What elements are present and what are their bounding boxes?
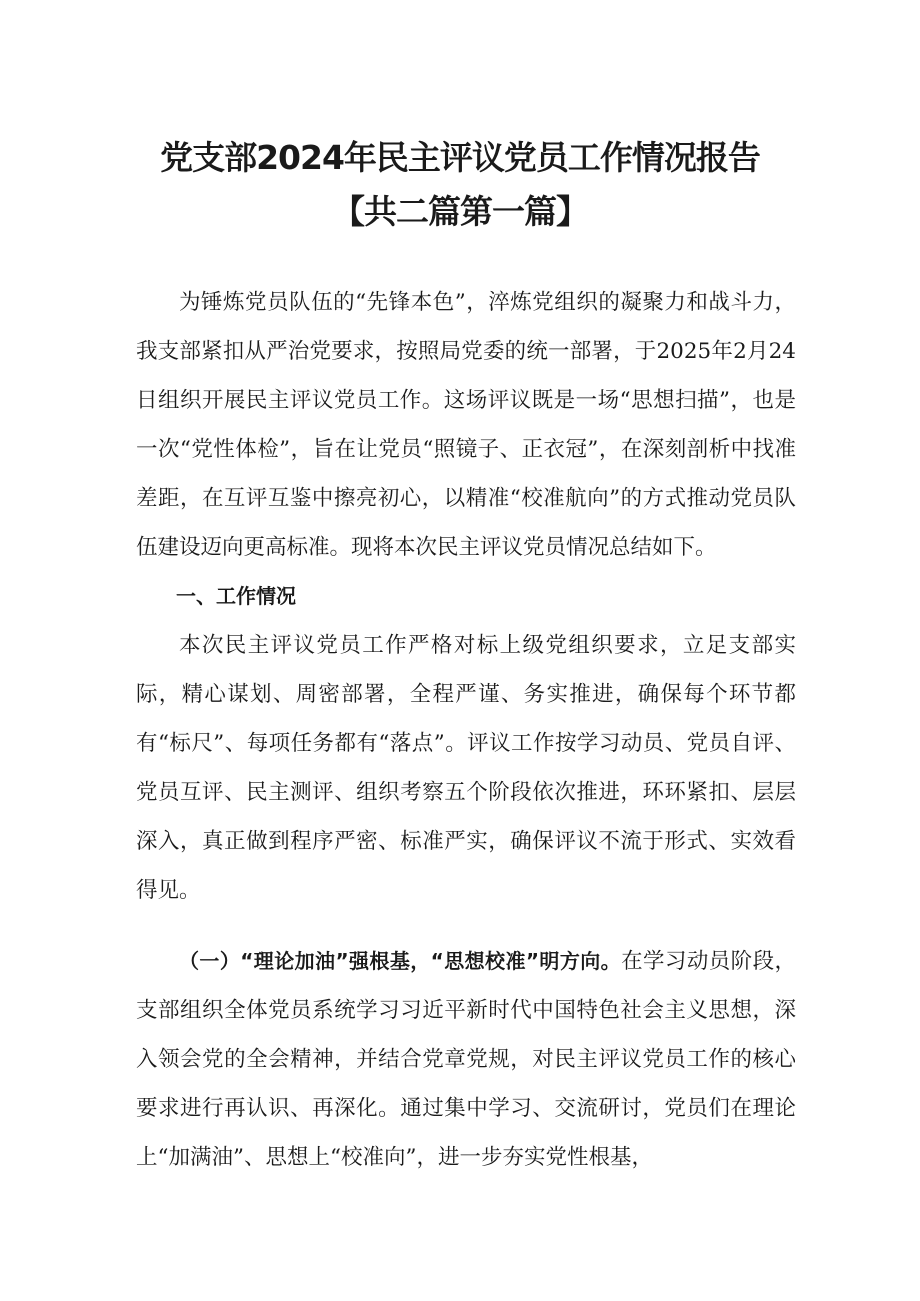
subsection-heading-theory: （一）“理论加油”强根基，“思想校准”明方向。: [179, 949, 622, 973]
intro-paragraph: 为锤炼党员队伍的“先锋本色”，淬炼党组织的凝聚力和战斗力，我支部紧扣从严治党要求，按照局党委的统一部署，于2025年2月24日组织开展民主评议党员工作。这场评议既是一场“思想扫描”，也是一次“党性体检”，旨在让党员“照镜子、正衣冠”，在深刻剖析中找准差距，在互评互鉴中擦亮初心，以精准“校准航向”的方式推动党员队伍建设迈向更高标准。现将本次民主评议党员情况总结如下。: [136, 290, 796, 560]
section-heading-work-status: 一、工作情况: [176, 584, 296, 608]
subsection-body-theory: 在学习动员阶段，支部组织全体党员系统学习习近平新时代中国特色社会主义思想，深入领会党的全会精神，并结合党章党规，对民主评议党员工作的核心要求进行再认识、再深化。通过集中学习、交流研讨，党员们在理论上“加满油”、思想上“校准向”，进一步夯实党性根基，: [136, 949, 796, 1170]
document-title: 党支部2024年民主评议党员工作情况报告: [160, 138, 760, 177]
work-status-paragraph: 本次民主评议党员工作严格对标上级党组织要求，立足支部实际，精心谋划、周密部署，全程严谨、务实推进，确保每个环节都有“标尺”、每项任务都有“落点”。评议工作按学习动员、党员自评、党员互评、民主测评、组织考察五个阶段依次推进，环环紧扣、层层深入，真正做到程序严密、标准严实，确保评议不流于形式、实效看得见。: [136, 633, 796, 903]
document-body: [136, 278, 796, 1182]
document-subtitle: 【共二篇第一篇】: [332, 192, 588, 231]
subsection-paragraph: [136, 937, 796, 1182]
